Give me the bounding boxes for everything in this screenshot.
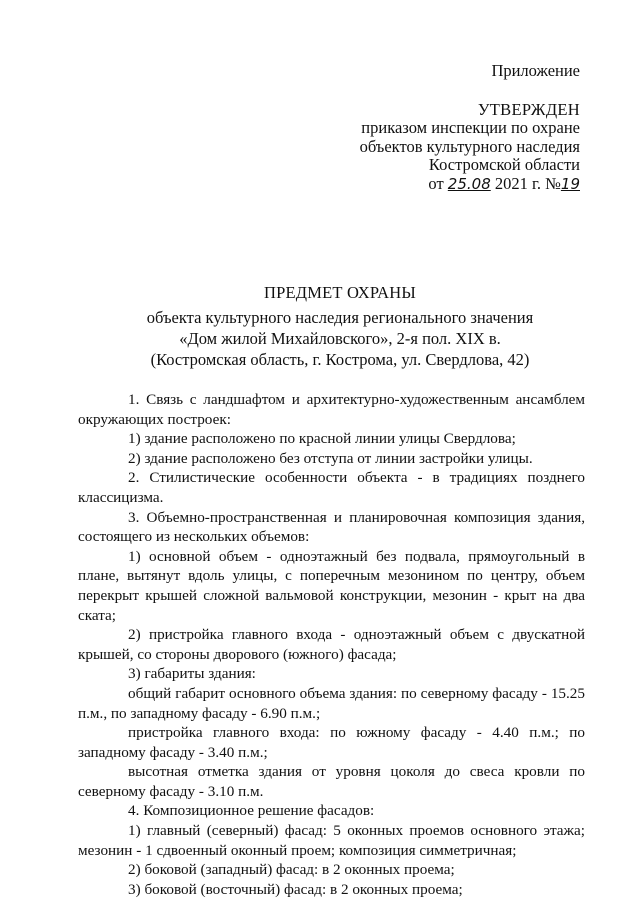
paragraph: 3) боковой (восточный) фасад: в 2 оконных проема; [128,880,463,898]
paragraph: 2) боковой (западный) фасад: в 2 оконных проема; [128,861,455,879]
paragraph: 1. Связь с ландшафтом и архитектурно-художественным ансамблем окружающих построек: [78,391,585,428]
order-line-3: Костромской области [428,155,580,174]
order-prefix: от [428,173,444,193]
paragraph: 4. Композиционное решение фасадов: [128,802,375,820]
paragraph: пристройка главного входа: по южному фасаду - 4.40 п.м.; по западному фасаду - 3.40 п.м.; [78,724,585,761]
document-title: ПРЕДМЕТ ОХРАНЫ [263,283,416,302]
paragraph: 2) здание расположено без отступа от линии застройки улицы. [128,449,533,467]
paragraph: 2. Стилистические особенности объекта - в традициях позднего классицизма. [78,469,585,506]
title-line-2: «Дом жилой Михайловского», 2-я пол. XIX в. [179,329,501,348]
approval-header [360,62,580,193]
order-date-line [360,175,580,194]
paragraph: 3) габариты здания: [128,665,256,683]
paragraph: высотная отметка здания от уровня цоколя до свеса кровли по северному фасаду - 3.10 п.м. [78,763,585,800]
document-title-block [90,282,590,370]
title-line-3: (Костромская область, г. Кострома, ул. Свердлова, 42) [150,350,530,369]
order-date-handwritten: 25.08 [447,174,491,193]
order-number-handwritten: 19 [560,174,580,193]
paragraph: 1) главный (северный) фасад: 5 оконных проемов основного этажа; мезонин - 1 сдвоенный оконный проем; композиция симметричная; [78,822,585,859]
paragraph: 1) основной объем - одноэтажный без подвала, прямоугольный в плане, вытянут вдоль улицы, с поперечным мезонином по центру, объем перекрыт крышей сложной вальмовой конструкции, мезонин - крыт на два ската; [78,547,585,624]
title-line-1: объекта культурного наследия регионального значения [146,308,534,327]
paragraph: 2) пристройка главного входа - одноэтажный объем с двускатной крышей, со стороны дворового (южного) фасада; [78,626,585,663]
document-body [78,390,585,899]
order-line-1: приказом инспекции по охране [361,118,580,137]
paragraph: общий габарит основного объема здания: по северному фасаду - 15.25 п.м., по западному фасаду - 6.90 п.м.; [78,684,585,722]
order-line-2: объектов культурного наследия [359,136,580,156]
order-year: 2021 г. № [494,173,561,193]
approved-label: УТВЕРЖДЕН [477,99,580,119]
paragraph: 3. Объемно-пространственная и планировочная композиция здания, состоящего из нескольких объемов: [78,508,585,546]
paragraph: 1) здание расположено по красной линии улицы Свердлова; [128,430,516,448]
appendix-label: Приложение [491,61,580,80]
